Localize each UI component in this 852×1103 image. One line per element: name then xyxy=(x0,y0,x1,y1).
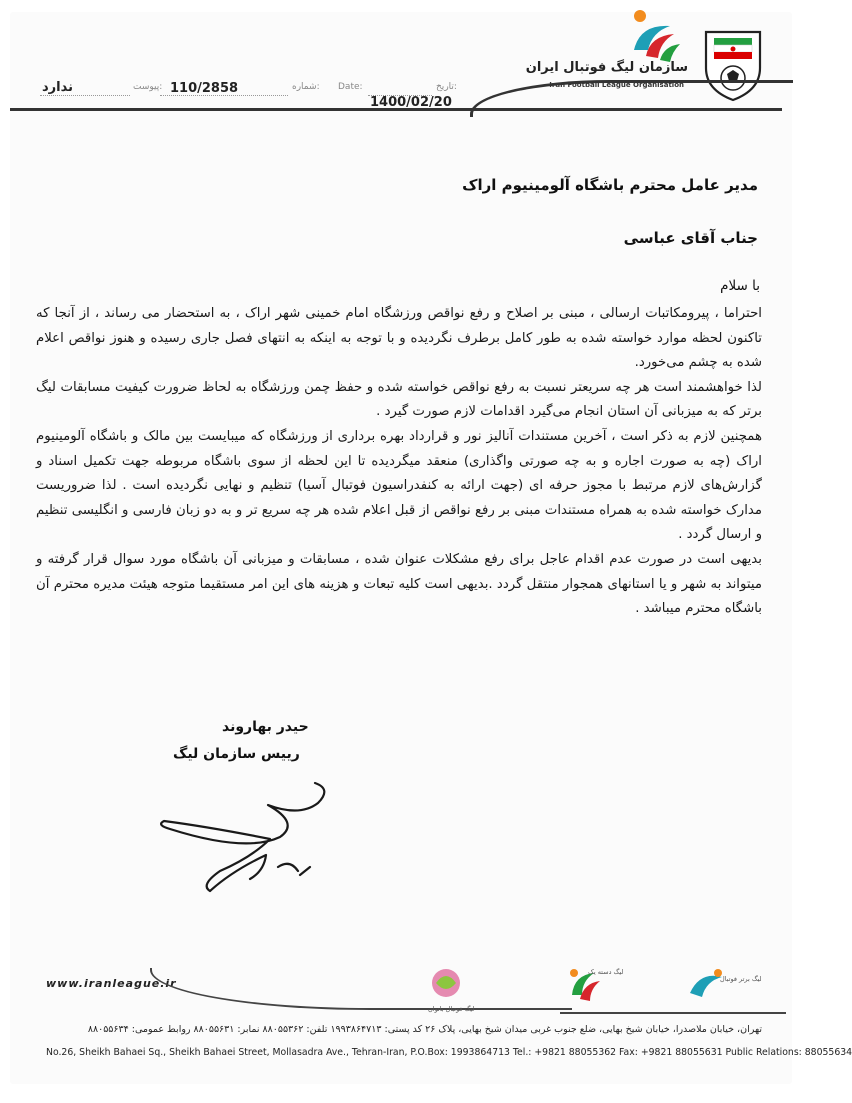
handwritten-signature-icon xyxy=(150,775,360,900)
addressee-line-2: جناب آقای عباسی xyxy=(623,229,758,247)
org-name-en: Iran Football League Organisation xyxy=(549,81,684,89)
paragraph-2: لذا خواهشمند است هر چه سریعتر نسبت به رفع نواقص خواسته شده و حفظ چمن ورزشگاه به لحاظ ضرورت کیفیت مسابقات لیگ برتر که به میزبانی آن استان انجام می‌گیرد اقدامات لازم صورت گیرد . xyxy=(36,379,762,420)
addressee-line-1: مدیر عامل محترم باشگاه آلومینیوم اراک xyxy=(462,176,758,194)
womens-league-caption: لیگ فوتبال بانوان xyxy=(428,1005,475,1013)
date-label-en: Date: xyxy=(338,82,363,92)
paragraph-1: احتراما ، پیرومکاتبات ارسالی ، مبنی بر اصلاح و رفع نواقص ورزشگاه امام خمینی شهر اراک ، به استحضار می رساند ، از آنجا که تاکنون لحظه موارد خواسته شده به طور کامل برطرف نگردیده و با توجه به اینکه به انتهای فصل جاری رسیده و هنوز نواقص اعلام شده به چشم می‌خورد. xyxy=(36,306,762,371)
signatory-name: حیدر بهاروند xyxy=(222,719,309,735)
number-value: 110/2858 xyxy=(170,81,239,96)
division-one-caption: لیگ دسته یک xyxy=(588,968,624,976)
date-label-fa: تاریخ: xyxy=(436,82,457,92)
letter-body xyxy=(36,302,762,622)
womens-league-logo-icon xyxy=(424,965,468,1005)
website-link[interactable]: www.iranleague.ir xyxy=(46,977,177,990)
greeting: با سلام xyxy=(720,278,760,294)
premier-league-logo-icon xyxy=(684,965,728,1005)
footer-address-fa: تهران، خیابان ملاصدرا، خیابان شیخ بهایی، ضلع جنوب غربی میدان شیخ بهایی، پلاک ۲۶ کد پستی: ۱۹۹۳۸۶۴۷۱۳ تلفن: ۸۸۰۵۵۳۶۲ نمابر: ۸۸۰۵۵۶۳۱ روابط عمومی: ۸۸۰۵۵۶۳۴ xyxy=(87,1024,762,1035)
attachment-label: پیوست: xyxy=(133,82,163,92)
signatory-title: رییس سازمان لیگ xyxy=(173,746,300,762)
number-label: شماره: xyxy=(292,82,320,92)
date-value: 1400/02/20 xyxy=(370,95,452,110)
paragraph-3: همچنین لازم به ذکر است ، آخرین مستندات آنالیز نور و قرارداد بهره برداری از ورزشگاه که میبایست بین مالک و باشگاه آلومینیوم اراک (چه به صورت اجاره و به چه صورتی واگذاری) منعقد میگردیده تا این لحظه از سوی باشگاه مربوطه جهت تکمیل اسناد و گزارش‌های لازم مرتبط با مجوز حرفه ای (جهت ارائه به کنفدراسیون فوتبال آسیا) تنظیم و نهایی نگردیده است . لذا ضروریست مدارک خواسته شده به همراه مستندات مبنی بر رفع نواقص از قبل اعلام شده هر چه سریع تر و به دو زبان فارسی و انگلیسی تنظیم و ارسال گردد . xyxy=(36,428,762,543)
attachment-value: ندارد xyxy=(42,80,74,95)
org-name-fa: سازمان لیگ فوتبال ایران xyxy=(525,60,688,75)
premier-league-caption: لیگ برتر فوتبال xyxy=(720,975,762,983)
paragraph-4: بدیهی است در صورت عدم اقدام عاجل برای رفع مشکلات عنوان شده ، مسابقات و میزبانی آن باشگاه مورد سوال قرار گرفته و میتواند به شهر و یا استانهای همجوار منتقل گردد .بدیهی است کلیه تبعات و هزینه های این امر مستقیما متوجه هیئت مدیره محترم آن باشگاه محترم میباشد . xyxy=(36,551,762,617)
footer-address-en: No.26, Sheikh Bahaei Sq., Sheikh Bahaei Street, Mollasadra Ave., Tehran-Iran, P.O.Box: 1993864713 Tel.: +9821 88055362 Fax: +9821 88055631 Public Relations: 88055634 xyxy=(46,1047,852,1058)
